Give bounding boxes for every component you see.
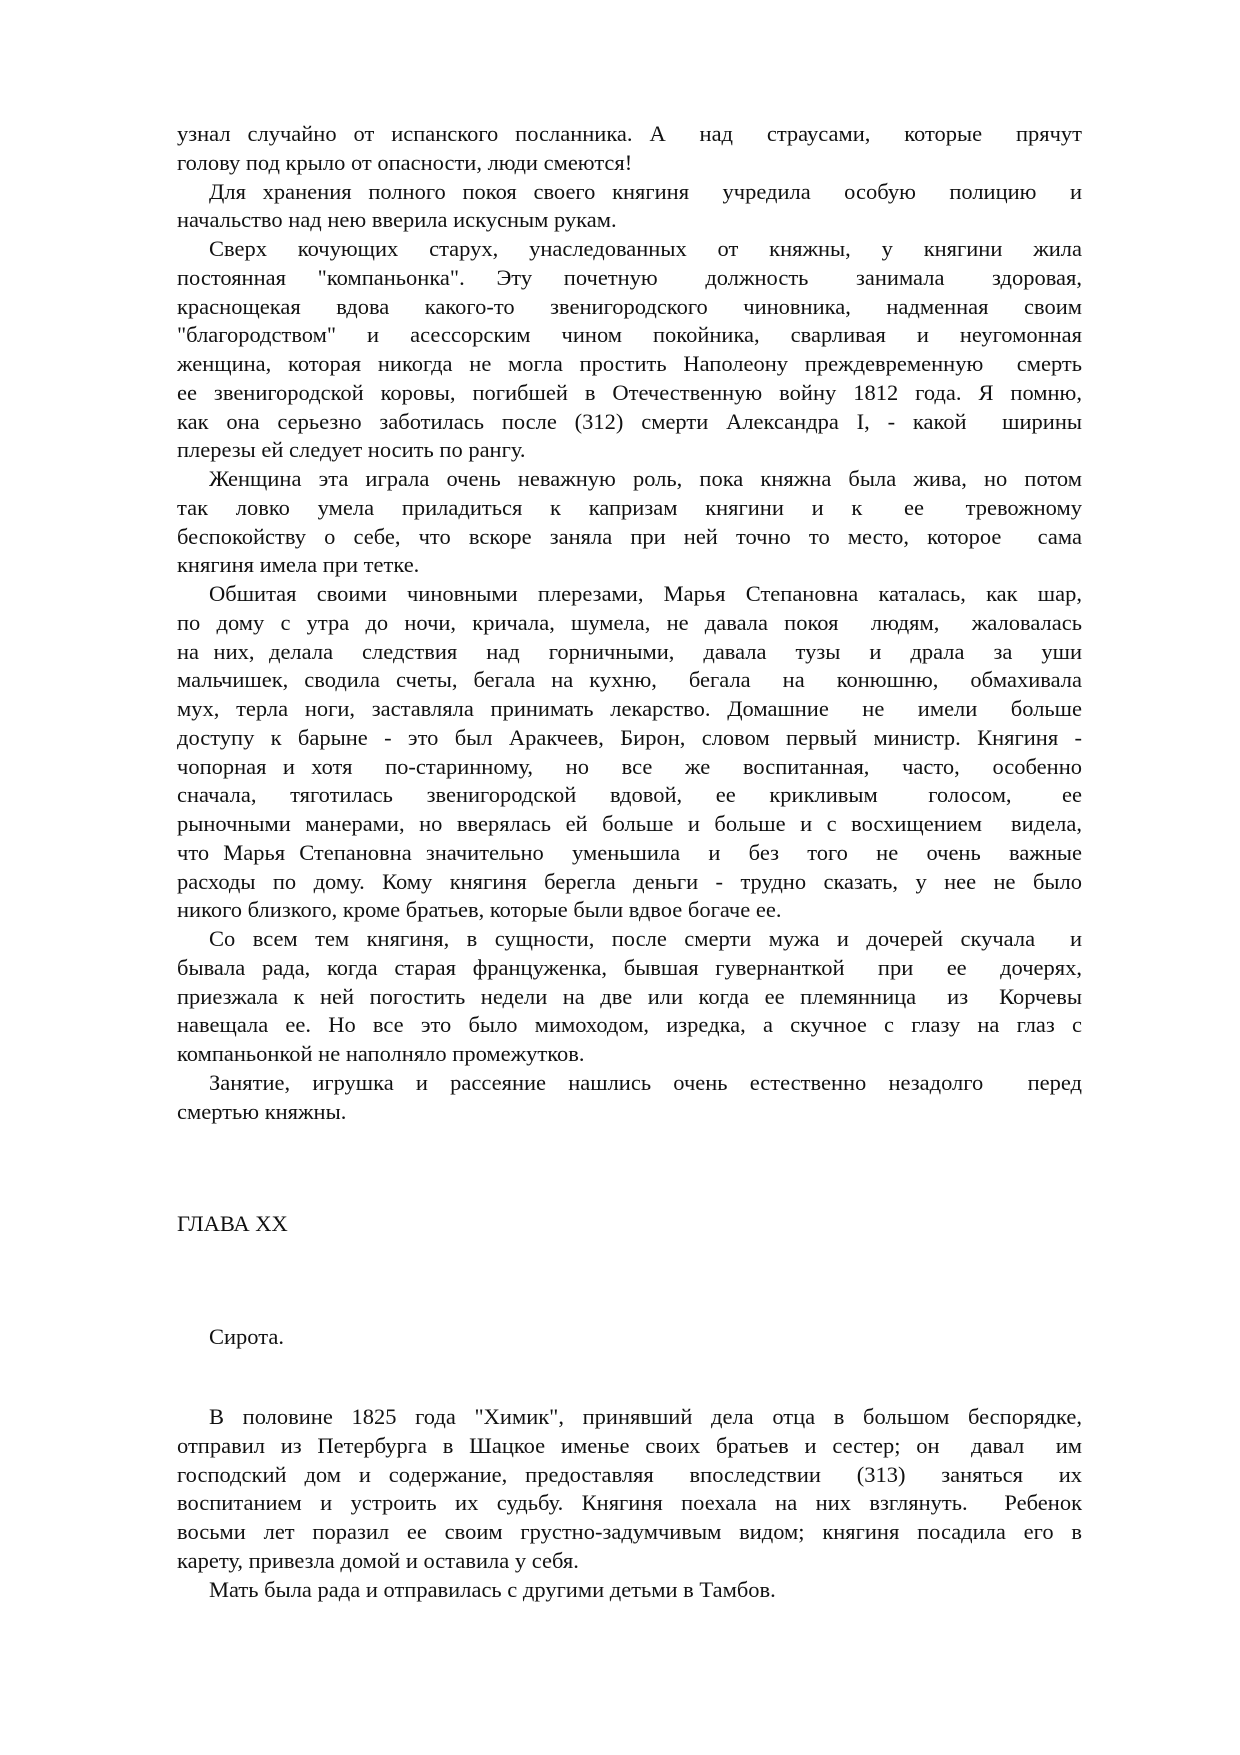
text-line: что Марья Степановна значительно уменьшила и без того не очень важные	[177, 839, 1082, 865]
text-line: беспокойству о себе, что вскоре заняла при ней точно то место, которое сама	[177, 523, 1082, 549]
text-line: смертью княжны.	[177, 1098, 347, 1124]
text-line: Сверх кочующих старух, унаследованных от княжны, у княгини жила	[209, 236, 1082, 261]
text-line: приезжала к ней погостить недели на две или когда ее племянница из Корчевы	[177, 983, 1082, 1009]
text-line: рыночными манерами, но вверялась ей больше и больше и с восхищением видела,	[177, 811, 1082, 836]
chapter-heading: ГЛАВА XX	[177, 1211, 288, 1236]
text-line: никого близкого, кроме братьев, которые были вдвое богаче ее.	[177, 897, 782, 923]
text-line: голову под крыло от опасности, люди смеются!	[177, 149, 633, 175]
text-line: как она серьезно заботилась после (312) смерти Александра I, - какой ширины	[177, 408, 1082, 434]
text-line: чопорная и хотя по-старинному, но все же воспитанная, часто, особенно	[177, 753, 1082, 779]
text-line: краснощекая вдова какого-то звенигородского чиновника, надменная своим	[177, 293, 1082, 319]
text-line: Со всем тем княгиня, в сущности, после смерти мужа и дочерей скучала и	[209, 926, 1082, 951]
text-line: так ловко умела приладиться к капризам княгини и к ее тревожному	[177, 494, 1082, 520]
text-line: на них, делала следствия над горничными, давала тузы и драла за уши	[177, 638, 1082, 664]
text-line: господский дом и содержание, предоставляя впоследствии (313) заняться их	[177, 1461, 1082, 1487]
text-block-bottom	[177, 1403, 1082, 1604]
text-line: плерезы ей следует носить по рангу.	[177, 437, 526, 463]
text-line: сначала, тяготилась звенигородской вдовой, ее крикливым голосом, ее	[177, 782, 1082, 808]
text-line: по дому с утра до ночи, кричала, шумела, не давала покоя людям, жаловалась	[177, 609, 1082, 635]
text-block-top	[177, 120, 1082, 1126]
text-line: начальство над нею вверила искусным рукам.	[177, 207, 617, 233]
text-line: мух, терла ноги, заставляла принимать лекарство. Домашние не имели больше	[177, 696, 1082, 721]
text-line: бывала рада, когда старая француженка, бывшая гувернанткой при ее дочерях,	[177, 954, 1082, 980]
text-line: женщина, которая никогда не могла простить Наполеону преждевременную смерть	[177, 351, 1082, 376]
text-line: узнал случайно от испанского посланника. А над страусами, которые прячут	[177, 121, 1082, 146]
text-line: навещала ее. Но все это было мимоходом, изредка, а скучное с глазу на глаз с	[177, 1012, 1082, 1038]
text-line: "благородством" и асессорским чином покойника, сварливая и неугомонная	[177, 322, 1082, 348]
text-line: постоянная "компаньонка". Эту почетную должность занимала здоровая,	[177, 264, 1082, 290]
text-line: отправил из Петербурга в Шацкое именье своих братьев и сестер; он давал им	[177, 1432, 1082, 1458]
text-line: Для хранения полного покоя своего княгиня учредила особую полицию и	[209, 178, 1082, 204]
text-line: Обшитая своими чиновными плерезами, Марья Степановна каталась, как шар,	[209, 581, 1082, 606]
text-line: доступу к барыне - это был Аракчеев, Бирон, словом первый министр. Княгиня -	[177, 724, 1082, 750]
text-line: карету, привезла домой и оставила у себя.	[177, 1547, 579, 1573]
text-line: Мать была рада и отправилась с другими детьми в Тамбов.	[209, 1576, 776, 1602]
section-title: Сирота.	[209, 1324, 284, 1349]
text-line: Женщина эта играла очень неважную роль, пока княжна была жива, но потом	[209, 466, 1082, 491]
text-line: компаньонкой не наполняло промежутков.	[177, 1041, 585, 1066]
text-line: воспитанием и устроить их судьбу. Княгиня поехала на них взглянуть. Ребенок	[177, 1490, 1082, 1516]
text-line: В половине 1825 года "Химик", принявший дела отца в большом беспорядке,	[209, 1404, 1082, 1429]
text-line: расходы по дому. Кому княгиня берегла деньги - трудно сказать, у нее не было	[177, 868, 1082, 894]
text-line: ее звенигородской коровы, погибшей в Отечественную войну 1812 года. Я помню,	[177, 379, 1082, 405]
text-line: восьми лет поразил ее своим грустно-задумчивым видом; княгиня посадила его в	[177, 1519, 1082, 1544]
text-line: мальчишек, сводила счеты, бегала на кухню, бегала на конюшню, обмахивала	[177, 667, 1082, 693]
text-line: княгиня имела при тетке.	[177, 552, 420, 578]
text-line: Занятие, игрушка и рассеяние нашлись очень естественно незадолго перед	[209, 1069, 1082, 1095]
